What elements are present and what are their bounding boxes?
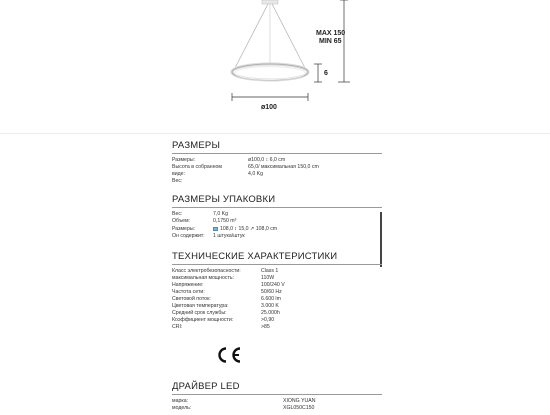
technical-row-key: Частота сети: xyxy=(172,289,205,295)
technical-row-key: Класс электробезопасности: xyxy=(172,268,241,274)
technical-row xyxy=(172,275,382,282)
driver-row-key: марка: xyxy=(172,398,189,404)
packaging-row-key: Он содержит: xyxy=(172,233,205,239)
technical-row-value: >85 xyxy=(261,324,270,330)
technical-row xyxy=(172,303,382,310)
scrollbar[interactable] xyxy=(380,212,382,267)
packaging-section-title: РАЗМЕРЫ УПАКОВКИ xyxy=(172,194,276,205)
min-height-label: MIN 65 xyxy=(319,38,342,45)
lamp-ring-inner xyxy=(235,67,305,80)
technical-row-value: 50/60 Hz xyxy=(261,289,282,295)
header-divider xyxy=(0,133,550,134)
box-icon xyxy=(213,227,218,231)
dimensions-row-value: ø100,0 ↕ 6,0 cm xyxy=(248,157,286,163)
packaging-row-value: 0,1750 m³ xyxy=(213,218,237,224)
dimensions-row-value: 65,0/ максимальная 150,0 cm xyxy=(248,164,319,170)
suspension-cable-right xyxy=(270,0,306,70)
technical-section-rule xyxy=(172,264,382,265)
ring-height-label: 6 xyxy=(324,70,328,77)
technical-row-key: Цветовая температура: xyxy=(172,303,229,309)
driver-row-value: XGL050C150 xyxy=(283,405,315,411)
technical-row-key: CRI: xyxy=(172,324,183,330)
technical-row-value: 100/240 V xyxy=(261,282,285,288)
technical-row xyxy=(172,310,382,317)
technical-row xyxy=(172,296,382,303)
dimensions-row xyxy=(172,164,382,171)
dimensions-row xyxy=(172,171,382,178)
technical-row xyxy=(172,289,382,296)
packaging-row xyxy=(172,233,382,240)
packaging-row-key: Размеры: xyxy=(172,226,195,232)
packaging-row-value: 108,0 ↕ 15,0 ↗ 108,0 cm xyxy=(220,226,278,232)
packaging-row-key: Объем: xyxy=(172,218,190,224)
packaging-row xyxy=(172,226,382,233)
packaging-row xyxy=(172,211,382,218)
max-height-label: MAX 150 xyxy=(316,30,346,37)
dimensions-row-value: 4,0 Kg xyxy=(248,171,263,177)
technical-row-value: 3.000 K xyxy=(261,303,279,309)
dimensions-row xyxy=(172,178,382,185)
driver-section-title: ДРАЙВЕР LED xyxy=(172,381,240,392)
dimensions-row-key: Вес: xyxy=(172,178,183,184)
technical-row-key: Средний срок службы: xyxy=(172,310,227,316)
technical-row xyxy=(172,317,382,324)
technical-row-key: максимальная мощность: xyxy=(172,275,235,281)
technical-row xyxy=(172,282,382,289)
driver-row-value: XIONG YUAN xyxy=(283,398,316,404)
dimensions-row-key: Размеры: xyxy=(172,157,195,163)
ce-mark-icon xyxy=(214,345,244,365)
driver-section-rule xyxy=(172,394,382,395)
packaging-section-rule xyxy=(172,207,382,208)
suspension-cable-left xyxy=(234,0,270,70)
driver-row xyxy=(172,398,382,405)
technical-row-value: 6.600 lm xyxy=(261,296,281,302)
driver-row-key: модель: xyxy=(172,405,192,411)
technical-row-value: 25.000h xyxy=(261,310,280,316)
technical-row-key: Напряжение: xyxy=(172,282,204,288)
technical-row-value: 110W xyxy=(261,275,275,281)
technical-row-value: Class 1 xyxy=(261,268,279,274)
dimensions-section-title: РАЗМЕРЫ xyxy=(172,140,221,151)
technical-row-key: Коэффициент мощности: xyxy=(172,317,234,323)
packaging-row-key: Вес: xyxy=(172,211,183,217)
technical-row-key: Световой поток: xyxy=(172,296,211,302)
driver-row xyxy=(172,405,382,412)
dimensions-row-key: виде: xyxy=(172,171,186,177)
dimensions-row xyxy=(172,157,382,164)
packaging-row-value: 1 штука/штук xyxy=(213,233,245,239)
technical-row xyxy=(172,324,382,331)
dimensions-section-rule xyxy=(172,153,382,154)
technical-section-title: ТЕХНИЧЕСКИЕ ХАРАКТЕРИСТИКИ xyxy=(172,251,338,262)
packaging-row xyxy=(172,218,382,225)
technical-row-value: >0,90 xyxy=(261,317,275,323)
technical-row xyxy=(172,268,382,275)
dimensions-row-key: Высота в собранном xyxy=(172,164,222,170)
packaging-row-value: 7,0 Kg xyxy=(213,211,228,217)
canopy xyxy=(262,0,278,4)
diameter-label: ø100 xyxy=(261,104,277,111)
